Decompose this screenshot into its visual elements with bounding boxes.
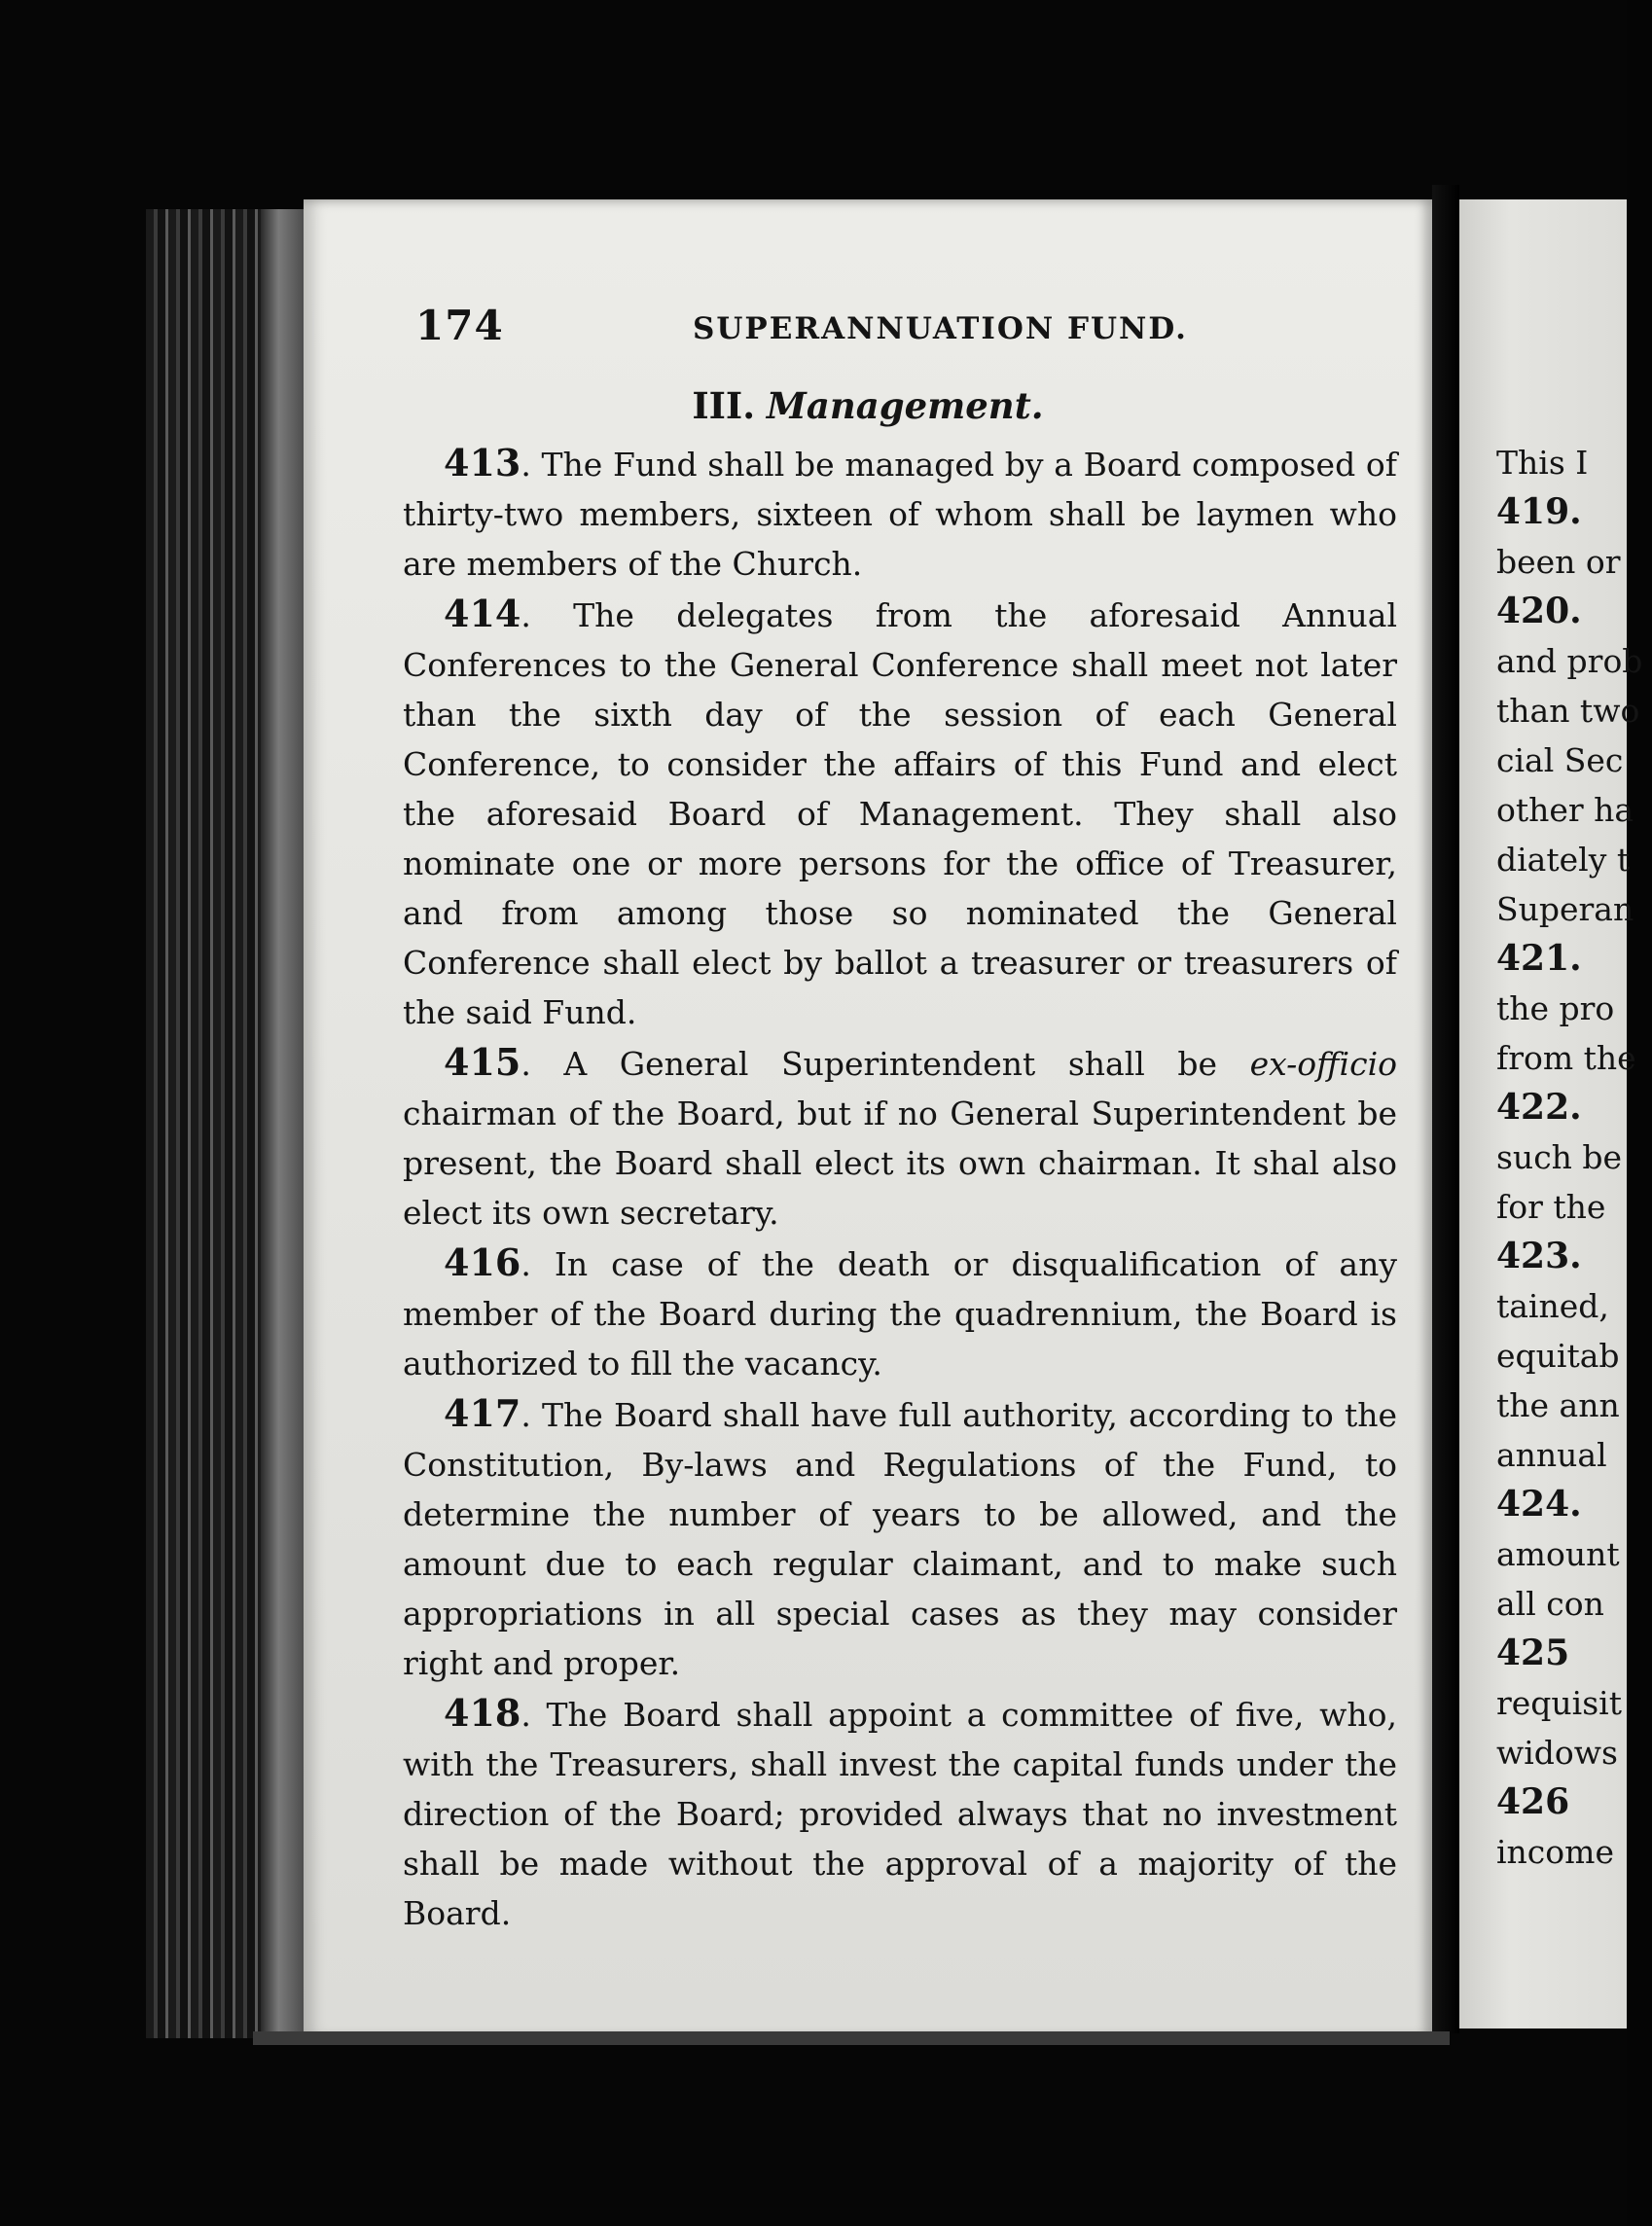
running-head: SUPERANNUATION FUND.	[693, 311, 1188, 346]
section-title-text: Management.	[766, 384, 1044, 427]
paragraph-text: In case of the death or disqualification of any member of the Board during the quadrennium, the Board is authorized to fill the vacancy.	[403, 1245, 1398, 1382]
right-line: equitab	[1496, 1337, 1620, 1375]
right-line: 422.	[1496, 1087, 1582, 1128]
paragraph-text: The Board shall have full authority, according to the Constitution, By-laws and Regulations of the Fund, to determine the number of years to be allowed, and the amount due to each regular claimant, and to make such appropriations in all special cases as they may consider right and proper.	[403, 1396, 1397, 1682]
right-line: annual	[1496, 1436, 1607, 1474]
page-body	[403, 438, 1397, 1938]
paragraph-number: 414	[444, 592, 521, 635]
paragraph-number: 417	[444, 1391, 521, 1435]
right-line: diately t	[1496, 841, 1631, 879]
right-line: amount	[1496, 1535, 1620, 1573]
paragraph-text-after: chairman of the Board, but if no General Superintendent be present, the Board shall elect its own chairman. It shal also elect its own secretary.	[403, 1095, 1397, 1232]
right-line: 426	[1496, 1781, 1570, 1822]
right-line: 419.	[1496, 491, 1582, 532]
right-line: been or	[1496, 543, 1621, 581]
right-line: widows	[1496, 1734, 1618, 1772]
section-roman-numeral: III.	[692, 384, 756, 427]
paragraph-number: 415	[444, 1040, 521, 1084]
paragraph-text: The Board shall appoint a committee of five, who, with the Treasurers, shall invest the capital funds under the direction of the Board; provided always that no investment shall be made without the approval of a majority of the Board.	[403, 1696, 1397, 1932]
left-page	[304, 199, 1432, 2038]
right-line: from the	[1496, 1039, 1636, 1077]
paragraph-number: 416	[444, 1240, 521, 1284]
right-line: 425	[1496, 1633, 1570, 1673]
right-line: income	[1496, 1833, 1614, 1871]
paragraph-415: 415. A General Superintendent shall be ex-officio chairman of the Board, but if no General Superintendent be present, the Board shall elect its own chairman. It shal also elect its own secretary.	[403, 1040, 1398, 1232]
right-line: cial Sec	[1496, 741, 1624, 779]
page-edge-strip	[261, 209, 308, 2038]
paragraph-number: 413	[444, 441, 521, 485]
right-line: 421.	[1496, 938, 1582, 979]
page-bottom-edge	[253, 2031, 1450, 2045]
right-line: and prob	[1496, 642, 1643, 680]
right-line: 424.	[1496, 1484, 1582, 1525]
right-line: other ha	[1496, 791, 1634, 829]
page-header	[304, 302, 1432, 360]
paragraph-417: 417. The Board shall have full authority, according to the Constitution, By-laws and Regulations of the Fund, to determine the number of years to be allowed, and the amount due to each regular claimant, and to make such appropriations in all special cases as they may consider right and proper.	[403, 1391, 1397, 1682]
section-title	[304, 384, 1432, 427]
paragraph-number: 418	[444, 1691, 521, 1735]
right-line: such be	[1496, 1138, 1623, 1176]
italic-term: ex-officio	[1249, 1045, 1398, 1083]
right-line: 420.	[1496, 591, 1582, 631]
page-number: 174	[415, 302, 504, 349]
right-page-lines	[1496, 438, 1652, 1877]
right-line: 423.	[1496, 1236, 1582, 1276]
paragraph-418: 418. The Board shall appoint a committee of five, who, with the Treasurers, shall invest the capital funds under the direction of the Board; provided always that no investment shall be made without the approval of a majority of the Board.	[403, 1691, 1397, 1932]
book-gutter	[1432, 185, 1459, 2033]
right-page-fragment	[1459, 199, 1643, 2029]
right-line: Superan	[1496, 890, 1634, 928]
right-line: This I	[1496, 444, 1589, 482]
right-line: tained,	[1496, 1287, 1609, 1325]
paragraph-text-before: A General Superintendent shall be	[563, 1045, 1218, 1083]
right-line: all con	[1496, 1585, 1604, 1623]
paragraph-414: 414. The delegates from the aforesaid Annual Conferences to the General Conference shall meet not later than the sixth day of the session of each General Conference, to consider the affairs of this Fund and elect the aforesaid Board of Management. They shall also nominate one or more persons for the office of Treasurer, and from among those so nominated the General Conference shall elect by ballot a treasurer or treasurers of the said Fund.	[403, 592, 1398, 1031]
right-line: than two	[1496, 692, 1640, 730]
paragraph-text: The Fund shall be managed by a Board composed of thirty-two members, sixteen of whom shall be laymen who are members of the Church.	[403, 446, 1397, 583]
paragraph-text: The delegates from the aforesaid Annual Conferences to the General Conference shall meet not later than the sixth day of the session of each General Conference, to consider the affairs of this Fund and elect the aforesaid Board of Management. They shall also nominate one or more persons for the office of Treasurer, and from among those so nominated the General Conference shall elect by ballot a treasurer or treasurers of the said Fund.	[403, 596, 1398, 1031]
right-line: for the	[1496, 1188, 1606, 1226]
paragraph-413: 413. The Fund shall be managed by a Board composed of thirty-two members, sixteen of whom shall be laymen who are members of the Church.	[403, 441, 1397, 583]
right-line: the ann	[1496, 1386, 1620, 1424]
right-line: the pro	[1496, 989, 1615, 1027]
right-line: requisit	[1496, 1684, 1622, 1722]
paragraph-416: 416. In case of the death or disqualification of any member of the Board during the quadrennium, the Board is authorized to fill the vacancy.	[403, 1240, 1398, 1382]
